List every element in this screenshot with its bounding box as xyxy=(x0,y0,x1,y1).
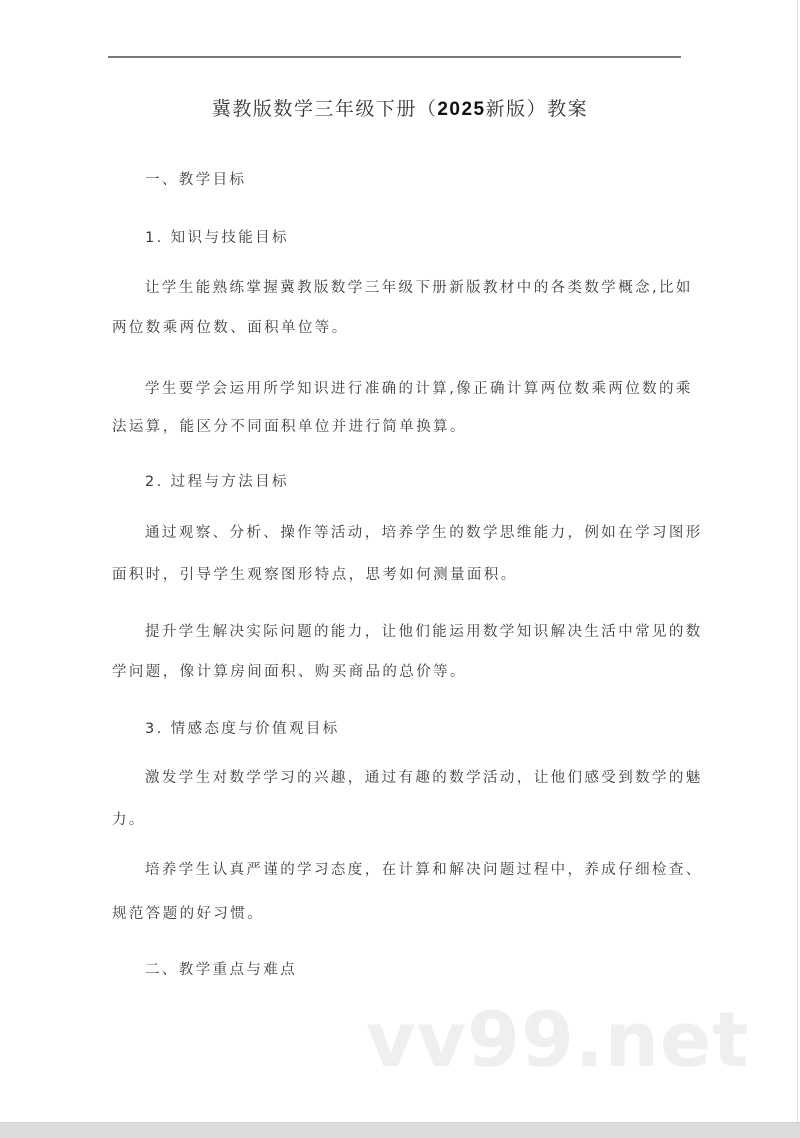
text-line: 二、教学重点与难点 xyxy=(145,962,298,978)
text-line: 力。 xyxy=(112,812,146,828)
text-line: 2. 过程与方法目标 xyxy=(145,474,289,490)
page-edge xyxy=(797,0,798,1122)
text-line: 通过观察、分析、操作等活动，培养学生的数学思维能力，例如在学习图形 xyxy=(145,525,703,541)
watermark: vv99.net xyxy=(366,995,750,1084)
text-line: 规范答题的好习惯。 xyxy=(112,906,265,922)
text-line: 培养学生认真严谨的学习态度，在计算和解决问题过程中，养成仔细检查、 xyxy=(145,862,703,878)
text-line: 让学生能熟练掌握冀教版数学三年级下册新版教材中的各类数学概念,比如 xyxy=(145,280,693,296)
text-line: 学生要学会运用所学知识进行准确的计算,像正确计算两位数乘两位数的乘 xyxy=(145,381,693,397)
text-line: 提升学生解决实际问题的能力，让他们能运用数学知识解决生活中常见的数 xyxy=(145,624,703,640)
page-bottom-band xyxy=(0,1122,800,1138)
text-line: 法运算，能区分不同面积单位并进行简单换算。 xyxy=(112,419,467,435)
text-line: 学问题，像计算房间面积、购买商品的总价等。 xyxy=(112,664,467,680)
text-line: 面积时，引导学生观察图形特点，思考如何测量面积。 xyxy=(112,567,518,583)
text-line: 1. 知识与技能目标 xyxy=(145,230,289,246)
text-line: 两位数乘两位数、面积单位等。 xyxy=(112,320,349,336)
document-title: 冀教版数学三年级下册（2025新版）教案 xyxy=(211,98,589,120)
text-line: 3. 情感态度与价值观目标 xyxy=(145,721,340,737)
text-line: 激发学生对数学学习的兴趣，通过有趣的数学活动，让他们感受到数学的魅 xyxy=(145,770,703,786)
header-rule xyxy=(108,56,681,58)
text-line: 一、教学目标 xyxy=(145,172,247,188)
